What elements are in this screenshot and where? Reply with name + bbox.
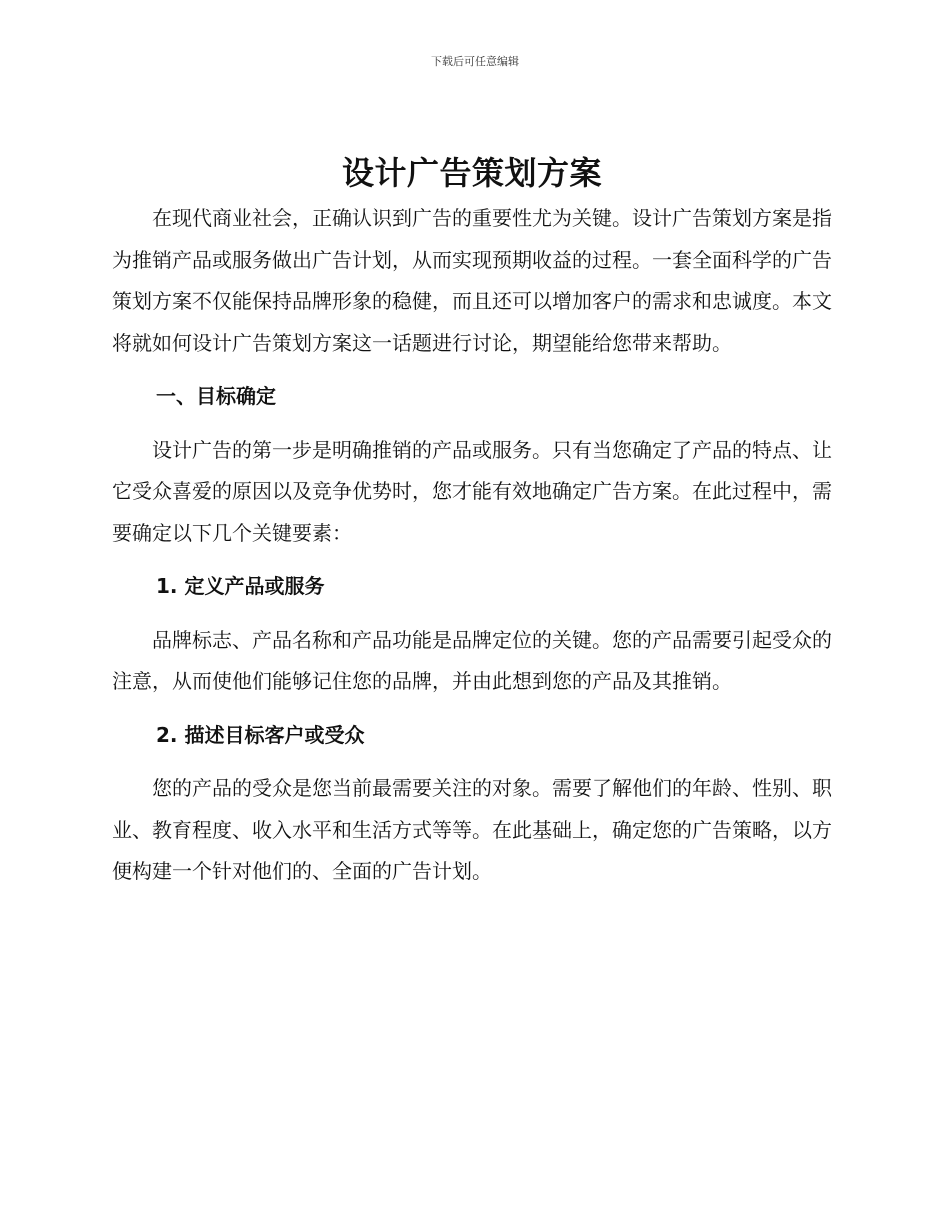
section-paragraph-define-product: 品牌标志、产品名称和产品功能是品牌定位的关键。您的产品需要引起受众的注意，从而使他们能够记住您的品牌，并由此想到您的产品及其推销。 bbox=[112, 627, 832, 693]
section-paragraph-goal: 设计广告的第一步是明确推销的产品或服务。只有当您确定了产品的特点、让它受众喜爱的原因以及竞争优势时，您才能有效地确定广告方案。在此过程中，需要确定以下几个关键要素： bbox=[112, 437, 832, 545]
section-heading-target-audience: 2. 描述目标客户或受众 bbox=[156, 722, 365, 747]
document-title: 设计广告策划方案 bbox=[341, 154, 602, 192]
section-heading-define-product: 1. 定义产品或服务 bbox=[156, 574, 325, 598]
document-body bbox=[112, 148, 832, 893]
section-heading-goal: 一、目标确定 bbox=[156, 384, 276, 408]
page-header-note: 下载后可任意编辑 bbox=[431, 55, 519, 68]
section-paragraph-target-audience: 您的产品的受众是您当前最需要关注的对象。需要了解他们的年龄、性别、职业、教育程度、收入水平和生活方式等等。在此基础上，确定您的广告策略，以方便构建一个针对他们的、全面的广告计划。 bbox=[112, 776, 832, 883]
intro-paragraph: 在现代商业社会，正确认识到广告的重要性尤为关键。设计广告策划方案是指为推销产品或服务做出广告计划，从而实现预期收益的过程。一套全面科学的广告策划方案不仅能保持品牌形象的稳健，而且还可以增加客户的需求和忠诚度。本文将就如何设计广告策划方案这一话题进行讨论，期望能给您带来帮助。 bbox=[112, 206, 832, 355]
